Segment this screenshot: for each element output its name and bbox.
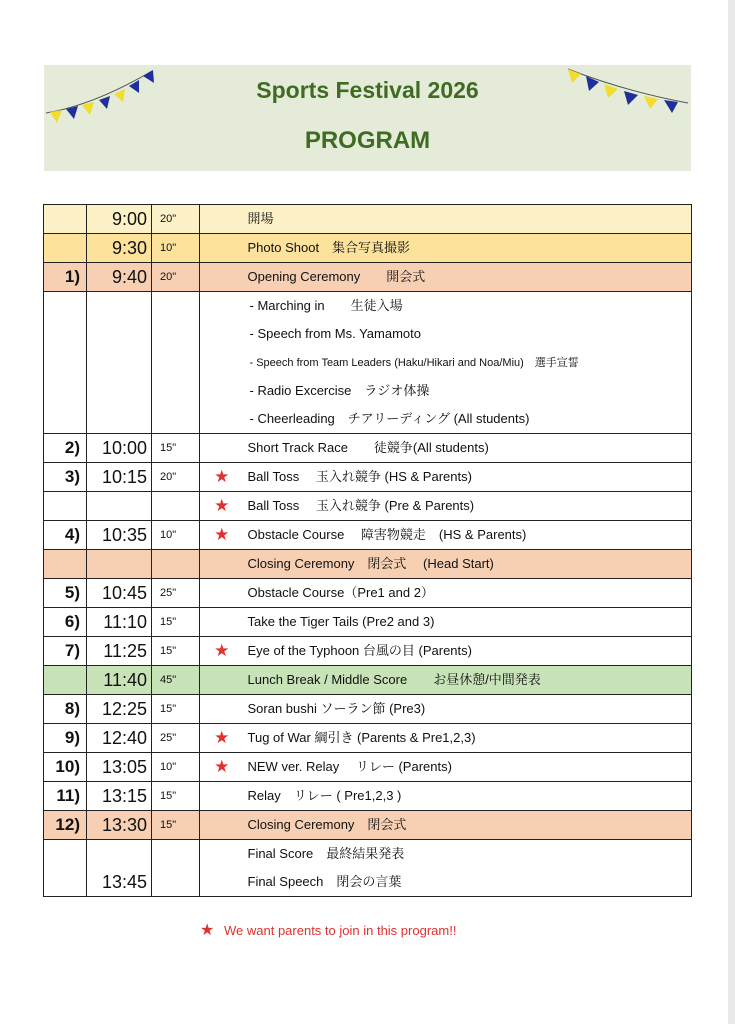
event-name: Short Track Race 徒競争(All students) bbox=[244, 434, 692, 463]
star-icon: ★ bbox=[200, 521, 244, 550]
duration: 20" bbox=[152, 205, 200, 234]
event-name: - Marching in 生徒入場 bbox=[244, 292, 692, 321]
start-time: 13:05 bbox=[87, 753, 152, 782]
start-time: 11:25 bbox=[87, 637, 152, 666]
event-name: Take the Tiger Tails (Pre2 and 3) bbox=[244, 608, 692, 637]
page-subtitle: PROGRAM bbox=[304, 127, 431, 154]
event-name: Obstacle Course 障害物競走 (HS & Parents) bbox=[244, 521, 692, 550]
start-time: 9:00 bbox=[87, 205, 152, 234]
duration: 25" bbox=[152, 724, 200, 753]
star-icon bbox=[200, 579, 244, 608]
item-number bbox=[44, 868, 87, 897]
item-number: 2) bbox=[44, 434, 87, 463]
item-number: 5) bbox=[44, 579, 87, 608]
duration: 20" bbox=[152, 463, 200, 492]
star-icon: ★ bbox=[200, 753, 244, 782]
event-name: Obstacle Course（Pre1 and 2） bbox=[244, 579, 692, 608]
event-name: Relay リレー ( Pre1,2,3 ) bbox=[244, 782, 692, 811]
event-name: 開場 bbox=[244, 205, 692, 234]
start-time bbox=[87, 405, 152, 434]
table-row bbox=[44, 637, 692, 666]
item-number bbox=[44, 234, 87, 263]
duration bbox=[152, 377, 200, 405]
table-row bbox=[44, 492, 692, 521]
start-time: 10:15 bbox=[87, 463, 152, 492]
star-icon bbox=[200, 292, 244, 321]
item-number: 10) bbox=[44, 753, 87, 782]
item-number bbox=[44, 492, 87, 521]
item-number bbox=[44, 292, 87, 321]
duration bbox=[152, 405, 200, 434]
star-icon bbox=[200, 840, 244, 869]
item-number bbox=[44, 205, 87, 234]
item-number: 12) bbox=[44, 811, 87, 840]
event-name: Tug of War 綱引き (Parents & Pre1,2,3) bbox=[244, 724, 692, 753]
event-name: Closing Ceremony 閉会式 (Head Start) bbox=[244, 550, 692, 579]
star-icon: ★ bbox=[200, 724, 244, 753]
event-name: Closing Ceremony 閉会式 bbox=[244, 811, 692, 840]
program-table bbox=[43, 204, 692, 897]
star-icon bbox=[200, 608, 244, 637]
duration: 10" bbox=[152, 753, 200, 782]
item-number bbox=[44, 840, 87, 869]
table-row bbox=[44, 840, 692, 869]
item-number: 3) bbox=[44, 463, 87, 492]
duration bbox=[152, 550, 200, 579]
table-row bbox=[44, 292, 692, 321]
duration: 15" bbox=[152, 608, 200, 637]
start-time: 11:10 bbox=[87, 608, 152, 637]
start-time: 12:40 bbox=[87, 724, 152, 753]
table-row bbox=[44, 434, 692, 463]
start-time bbox=[87, 840, 152, 869]
duration: 15" bbox=[152, 695, 200, 724]
star-icon bbox=[200, 695, 244, 724]
item-number bbox=[44, 666, 87, 695]
item-number: 11) bbox=[44, 782, 87, 811]
event-name: Ball Toss 玉入れ競争 (Pre & Parents) bbox=[244, 492, 692, 521]
event-name: Soran bushi ソーラン節 (Pre3) bbox=[244, 695, 692, 724]
table-row bbox=[44, 608, 692, 637]
table-row bbox=[44, 811, 692, 840]
star-icon: ★ bbox=[200, 922, 215, 939]
table-row bbox=[44, 263, 692, 292]
start-time bbox=[87, 292, 152, 321]
footnote-text: We want parents to join in this program!! bbox=[224, 923, 457, 938]
star-icon bbox=[200, 434, 244, 463]
star-icon bbox=[200, 782, 244, 811]
star-icon bbox=[200, 405, 244, 434]
star-icon bbox=[200, 205, 244, 234]
star-icon: ★ bbox=[200, 637, 244, 666]
duration: 10" bbox=[152, 234, 200, 263]
duration bbox=[152, 320, 200, 348]
item-number: 6) bbox=[44, 608, 87, 637]
start-time: 9:40 bbox=[87, 263, 152, 292]
star-icon bbox=[200, 263, 244, 292]
star-icon bbox=[200, 320, 244, 348]
event-name: Final Score 最終結果発表 bbox=[244, 840, 692, 869]
start-time bbox=[87, 492, 152, 521]
table-row bbox=[44, 782, 692, 811]
star-icon bbox=[200, 377, 244, 405]
event-name: Opening Ceremony 開会式 bbox=[244, 263, 692, 292]
star-icon bbox=[200, 550, 244, 579]
duration: 20" bbox=[152, 263, 200, 292]
table-row bbox=[44, 695, 692, 724]
table-row bbox=[44, 579, 692, 608]
header-banner bbox=[44, 65, 691, 171]
item-number: 9) bbox=[44, 724, 87, 753]
start-time: 13:30 bbox=[87, 811, 152, 840]
duration: 45" bbox=[152, 666, 200, 695]
star-icon bbox=[200, 666, 244, 695]
start-time bbox=[87, 550, 152, 579]
start-time: 10:35 bbox=[87, 521, 152, 550]
star-icon bbox=[200, 234, 244, 263]
start-time: 10:45 bbox=[87, 579, 152, 608]
duration bbox=[152, 292, 200, 321]
event-name: NEW ver. Relay リレー (Parents) bbox=[244, 753, 692, 782]
event-name: - Speech from Ms. Yamamoto bbox=[244, 320, 692, 348]
table-row bbox=[44, 405, 692, 434]
duration: 15" bbox=[152, 637, 200, 666]
table-row bbox=[44, 320, 692, 348]
star-icon bbox=[200, 348, 244, 377]
star-icon bbox=[200, 811, 244, 840]
item-number bbox=[44, 348, 87, 377]
start-time: 13:15 bbox=[87, 782, 152, 811]
item-number bbox=[44, 320, 87, 348]
star-icon bbox=[200, 868, 244, 897]
duration: 10" bbox=[152, 521, 200, 550]
table-row bbox=[44, 753, 692, 782]
event-name: Final Speech 閉会の言葉 bbox=[244, 868, 692, 897]
start-time bbox=[87, 348, 152, 377]
duration bbox=[152, 348, 200, 377]
event-name: - Cheerleading チアリーディング (All students) bbox=[244, 405, 692, 434]
start-time: 12:25 bbox=[87, 695, 152, 724]
event-name bbox=[244, 348, 692, 377]
table-row bbox=[44, 377, 692, 405]
item-number bbox=[44, 550, 87, 579]
table-row bbox=[44, 868, 692, 897]
start-time: 13:45 bbox=[87, 868, 152, 897]
start-time: 11:40 bbox=[87, 666, 152, 695]
duration: 15" bbox=[152, 434, 200, 463]
start-time bbox=[87, 320, 152, 348]
star-icon: ★ bbox=[200, 463, 244, 492]
event-name-text: - Speech from Team Leaders (Haku/Hikari and Noa/Miu) 選手宣誓 bbox=[249, 357, 579, 369]
table-row bbox=[44, 724, 692, 753]
item-number bbox=[44, 377, 87, 405]
item-number: 4) bbox=[44, 521, 87, 550]
event-name: Lunch Break / Middle Score お昼休憩/中間発表 bbox=[244, 666, 692, 695]
start-time: 9:30 bbox=[87, 234, 152, 263]
item-number: 8) bbox=[44, 695, 87, 724]
event-name: - Radio Excercise ラジオ体操 bbox=[244, 377, 692, 405]
item-number bbox=[44, 405, 87, 434]
table-row bbox=[44, 666, 692, 695]
event-name: Photo Shoot 集合写真撮影 bbox=[244, 234, 692, 263]
duration bbox=[152, 868, 200, 897]
footnote bbox=[200, 920, 456, 940]
start-time bbox=[87, 377, 152, 405]
star-icon: ★ bbox=[200, 492, 244, 521]
item-number: 7) bbox=[44, 637, 87, 666]
duration: 25" bbox=[152, 579, 200, 608]
duration bbox=[152, 492, 200, 521]
table-row bbox=[44, 521, 692, 550]
duration: 15" bbox=[152, 811, 200, 840]
start-time: 10:00 bbox=[87, 434, 152, 463]
event-name: Eye of the Typhoon 台風の目 (Parents) bbox=[244, 637, 692, 666]
duration bbox=[152, 840, 200, 869]
event-name: Ball Toss 玉入れ競争 (HS & Parents) bbox=[244, 463, 692, 492]
table-row bbox=[44, 234, 692, 263]
item-number: 1) bbox=[44, 263, 87, 292]
table-row bbox=[44, 348, 692, 377]
duration: 15" bbox=[152, 782, 200, 811]
table-row bbox=[44, 550, 692, 579]
table-row bbox=[44, 463, 692, 492]
table-row bbox=[44, 205, 692, 234]
page-title: Sports Festival 2026 bbox=[256, 77, 479, 103]
